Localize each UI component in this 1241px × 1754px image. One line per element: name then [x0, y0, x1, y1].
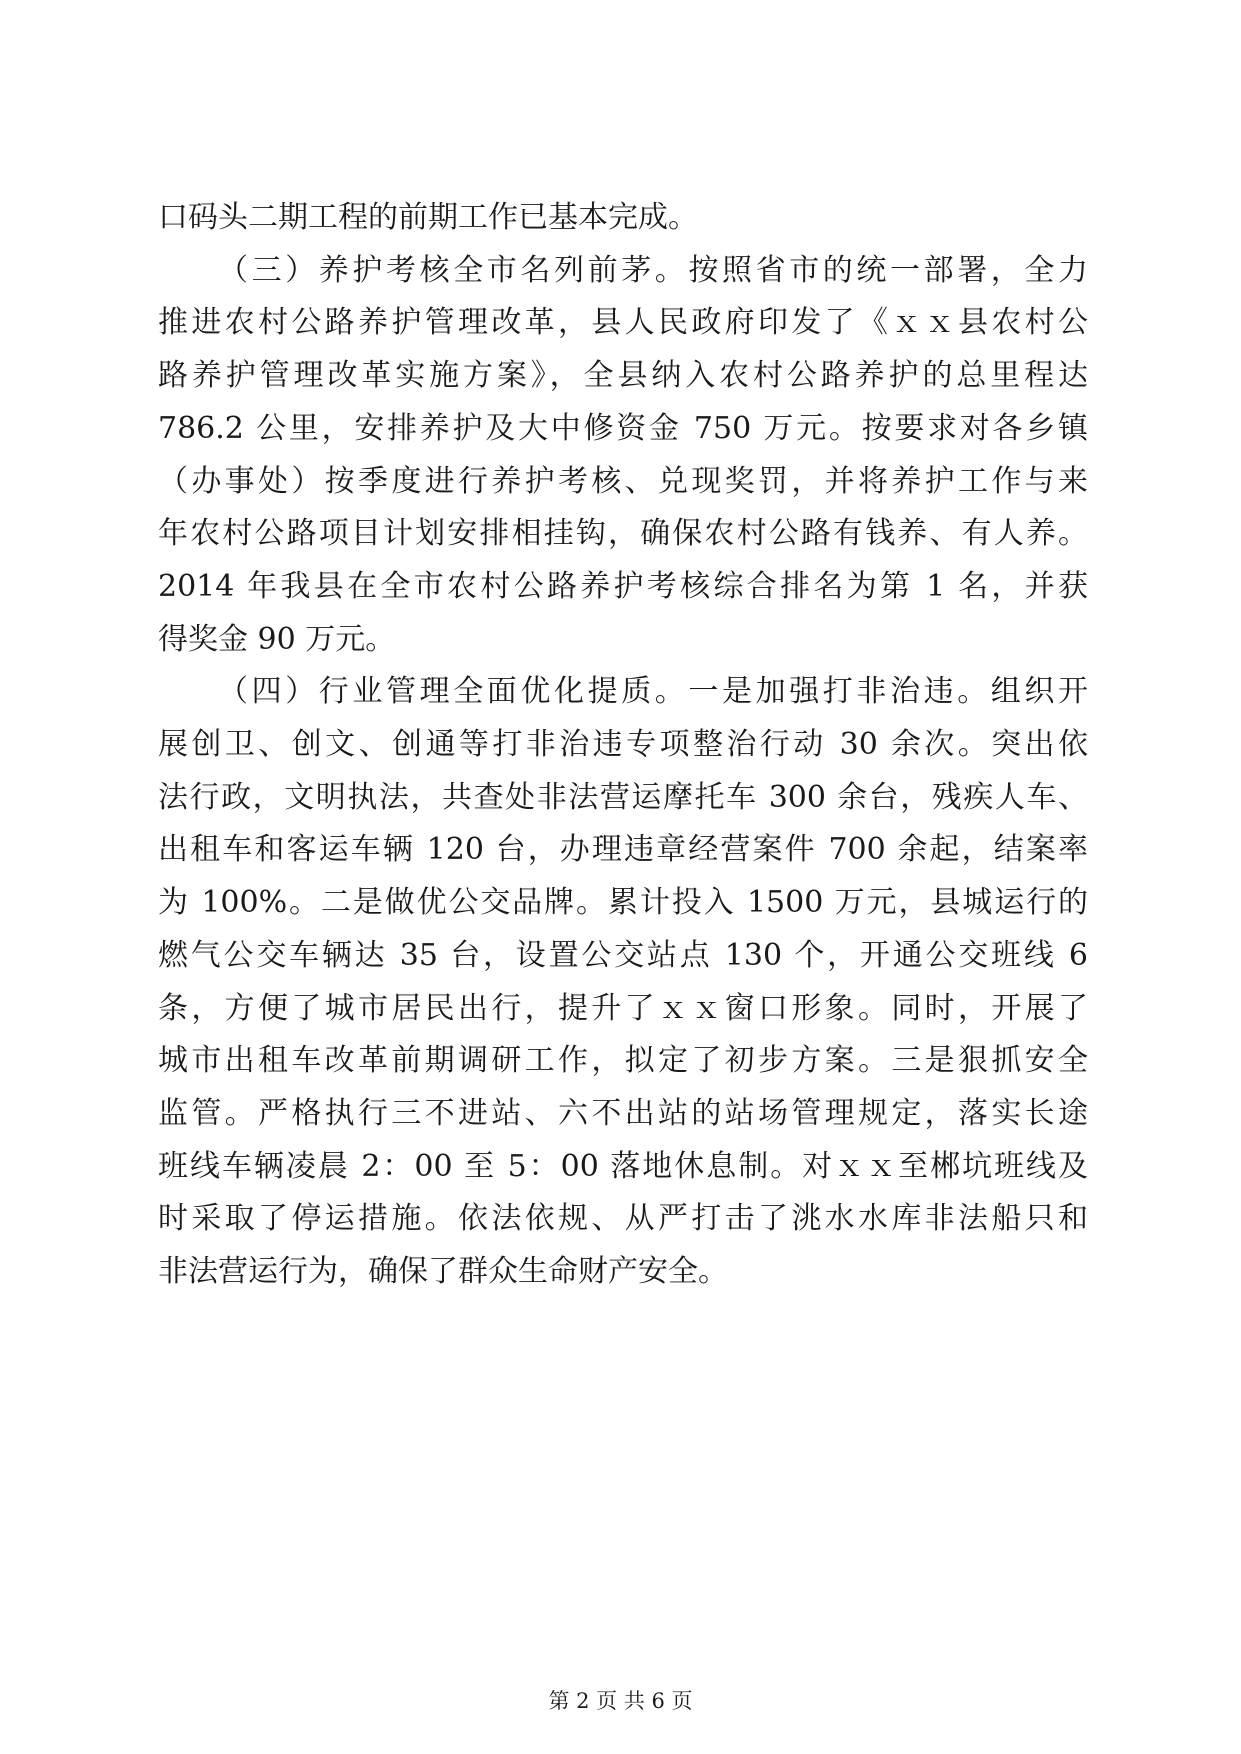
text-line: 2014 年我县在全市农村公路养护考核综合排名为第 1 名，并获 — [158, 569, 1088, 604]
text-line: （办事处）按季度进行养护考核、兑现奖罚，并将养护工作与来 — [158, 464, 1088, 499]
text-line: 786.2 公里，安排养护及大中修资金 750 万元。按要求对各乡镇 — [158, 411, 1088, 446]
text-line: 展创卫、创文、创通等打非治违专项整治行动 30 余次。突出依 — [158, 727, 1088, 762]
text-line: 口码头二期工程的前期工作已基本完成。 — [158, 200, 698, 235]
text-line: 非法营运行为，确保了群众生命财产安全。 — [158, 1254, 728, 1289]
text-line: 路养护管理改革实施方案》，全县纳入农村公路养护的总里程达 — [158, 358, 1088, 393]
page-footer: 第 2 页 共 6 页 — [548, 1689, 693, 1713]
text-line: 城市出租车改革前期调研工作，拟定了初步方案。三是狠抓安全 — [158, 1043, 1088, 1078]
text-line: 监管。严格执行三不进站、六不出站的站场管理规定，落实长途 — [158, 1096, 1088, 1131]
text-line: 时采取了停运措施。依法依规、从严打击了洮水水库非法船只和 — [158, 1201, 1088, 1236]
text-line: 推进农村公路养护管理改革，县人民政府印发了《ｘｘ县农村公 — [158, 305, 1088, 340]
text-line: 班线车辆凌晨 2：00 至 5：00 落地休息制。对ｘｘ至郴坑班线及 — [158, 1149, 1088, 1184]
text-line: 燃气公交车辆达 35 台，设置公交站点 130 个，开通公交班线 6 — [158, 938, 1088, 973]
text-line: （四）行业管理全面优化提质。一是加强打非治违。组织开 — [218, 674, 1088, 709]
text-line: 得奖金 90 万元。 — [158, 622, 396, 657]
text-line: 法行政，文明执法，共查处非法营运摩托车 300 余台，残疾人车、 — [158, 780, 1088, 815]
text-line: 年农村公路项目计划安排相挂钩，确保农村公路有钱养、有人养。 — [158, 516, 1088, 551]
text-line: 出租车和客运车辆 120 台，办理违章经营案件 700 余起，结案率 — [158, 832, 1088, 867]
text-line: （三）养护考核全市名列前茅。按照省市的统一部署，全力 — [218, 253, 1088, 288]
text-line: 条，方便了城市居民出行，提升了ｘｘ窗口形象。同时，开展了 — [158, 991, 1088, 1026]
text-line: 为 100%。二是做优公交品牌。累计投入 1500 万元，县城运行的 — [158, 885, 1088, 920]
